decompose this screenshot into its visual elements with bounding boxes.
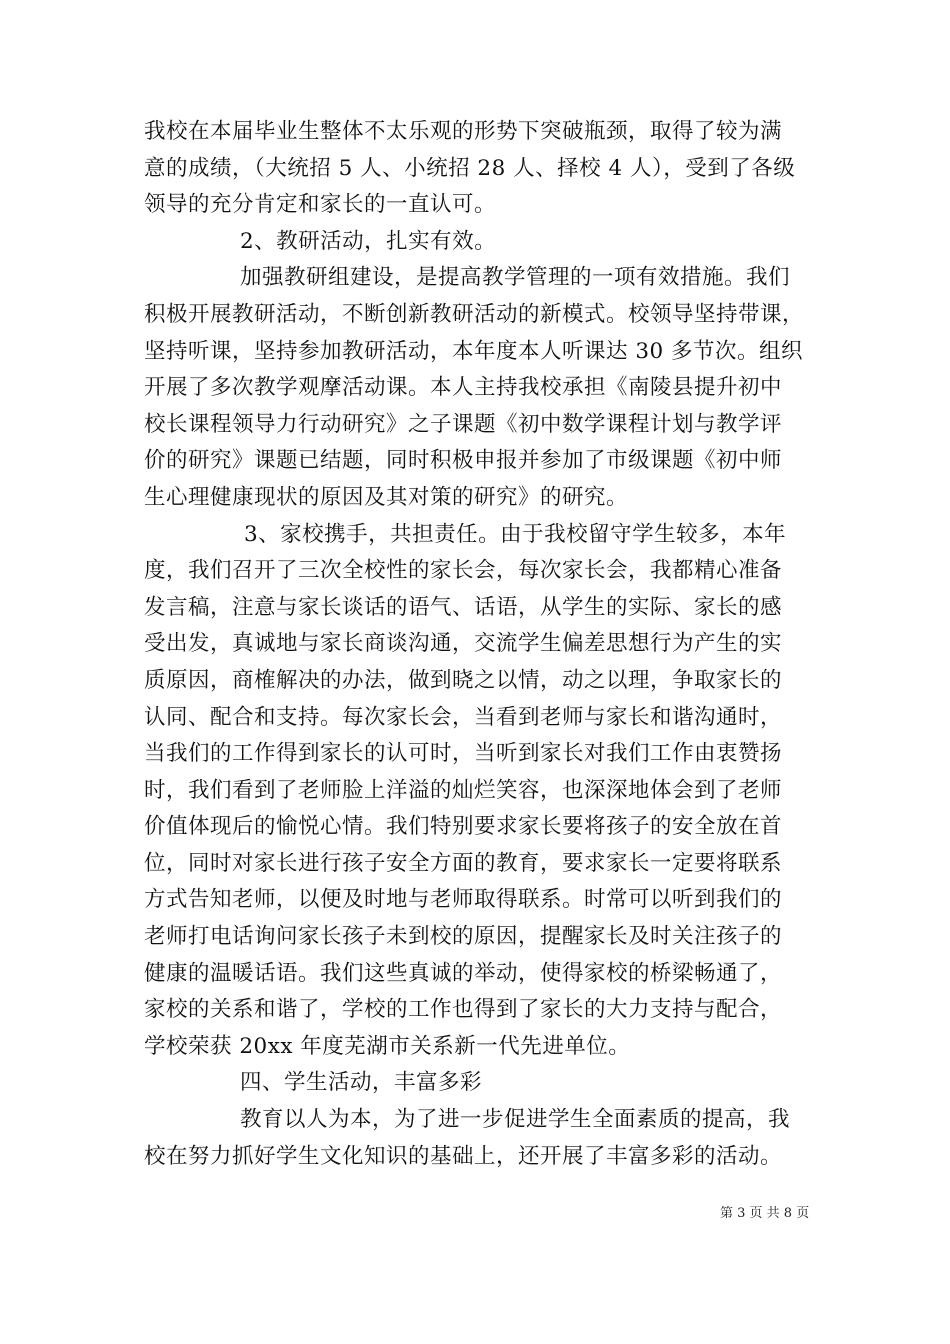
text-line: 我校在本届毕业生整体不太乐观的形势下突破瓶颈，取得了较为满	[144, 119, 783, 144]
text-line: 校长课程领导力行动研究》之子课题《初中数学课程计划与教学评	[144, 411, 783, 437]
text-line: 学校荣获 20xx 年度芜湖市关系新一代先进单位。	[144, 1033, 631, 1059]
text-line: 认同、配合和支持。每次家长会，当看到老师与家长和谐沟通时，	[144, 704, 783, 730]
page-number: 第 3 页 共 8 页	[720, 1206, 810, 1221]
text-line: 坚持听课，坚持参加教研活动，本年度本人听课达 30 多节次。组织	[144, 338, 804, 364]
text-line: 质原因，商榷解决的办法，做到晓之以情，动之以理，争取家长的	[144, 667, 783, 693]
text-line: 价值体现后的愉悦心情。我们特别要求家长要将孩子的安全放在首	[144, 814, 783, 840]
text-line: 位，同时对家长进行孩子安全方面的教育，要求家长一定要将联系	[144, 850, 783, 876]
paragraph-start: 教育以人为本，为了进一步促进学生全面素质的提高，我	[240, 1107, 791, 1133]
text-line: 积极开展教研活动，不断创新教研活动的新模式。校领导坚持带课，	[144, 301, 805, 327]
paragraph-start: 加强教研组建设，是提高教学管理的一项有效措施。我们	[240, 265, 791, 291]
section-heading: 2、教研活动，扎实有效。	[240, 228, 497, 254]
document-body	[144, 114, 812, 1175]
text-line: 生心理健康现状的原因及其对策的研究》的研究。	[144, 484, 629, 510]
text-line: 发言稿，注意与家长谈话的语气、话语，从学生的实际、家长的感	[144, 594, 783, 620]
text-line: 价的研究》课题已结题，同时积极申报并参加了市级课题《初中师	[144, 448, 783, 474]
text-line: 校在努力抓好学生文化知识的基础上，还开展了丰富多彩的活动。	[144, 1143, 783, 1169]
section-heading: 四、学生活动，丰富多彩	[240, 1070, 483, 1096]
text-line: 健康的温暖话语。我们这些真诚的举动，使得家校的桥梁畅通了，	[144, 960, 783, 986]
text-line: 方式告知老师，以便及时地与老师取得联系。时常可以听到我们的	[144, 887, 783, 913]
text-line: 受出发，真诚地与家长商谈沟通，交流学生偏差思想行为产生的实	[144, 631, 783, 657]
paragraph-start: 3、家校携手，共担责任。由于我校留守学生较多，本年	[244, 521, 787, 547]
text-line: 当我们的工作得到家长的认可时，当听到家长对我们工作由衷赞扬	[144, 741, 783, 767]
text-line: 家校的关系和谐了，学校的工作也得到了家长的大力支持与配合，	[144, 997, 783, 1023]
text-line: 度，我们召开了三次全校性的家长会，每次家长会，我都精心准备	[144, 558, 783, 584]
text-line: 时，我们看到了老师脸上洋溢的灿烂笑容，也深深地体会到了老师	[144, 777, 783, 803]
text-line: 老师打电话询问家长孩子未到校的原因，提醒家长及时关注孩子的	[144, 924, 783, 950]
text-line: 意的成绩，（大统招 5 人、小统招 28 人、择校 4 人），受到了各级	[144, 155, 796, 181]
text-line: 领导的充分肯定和家长的一直认可。	[144, 192, 497, 218]
text-line: 开展了多次教学观摩活动课。本人主持我校承担《南陵县提升初中	[144, 375, 783, 401]
